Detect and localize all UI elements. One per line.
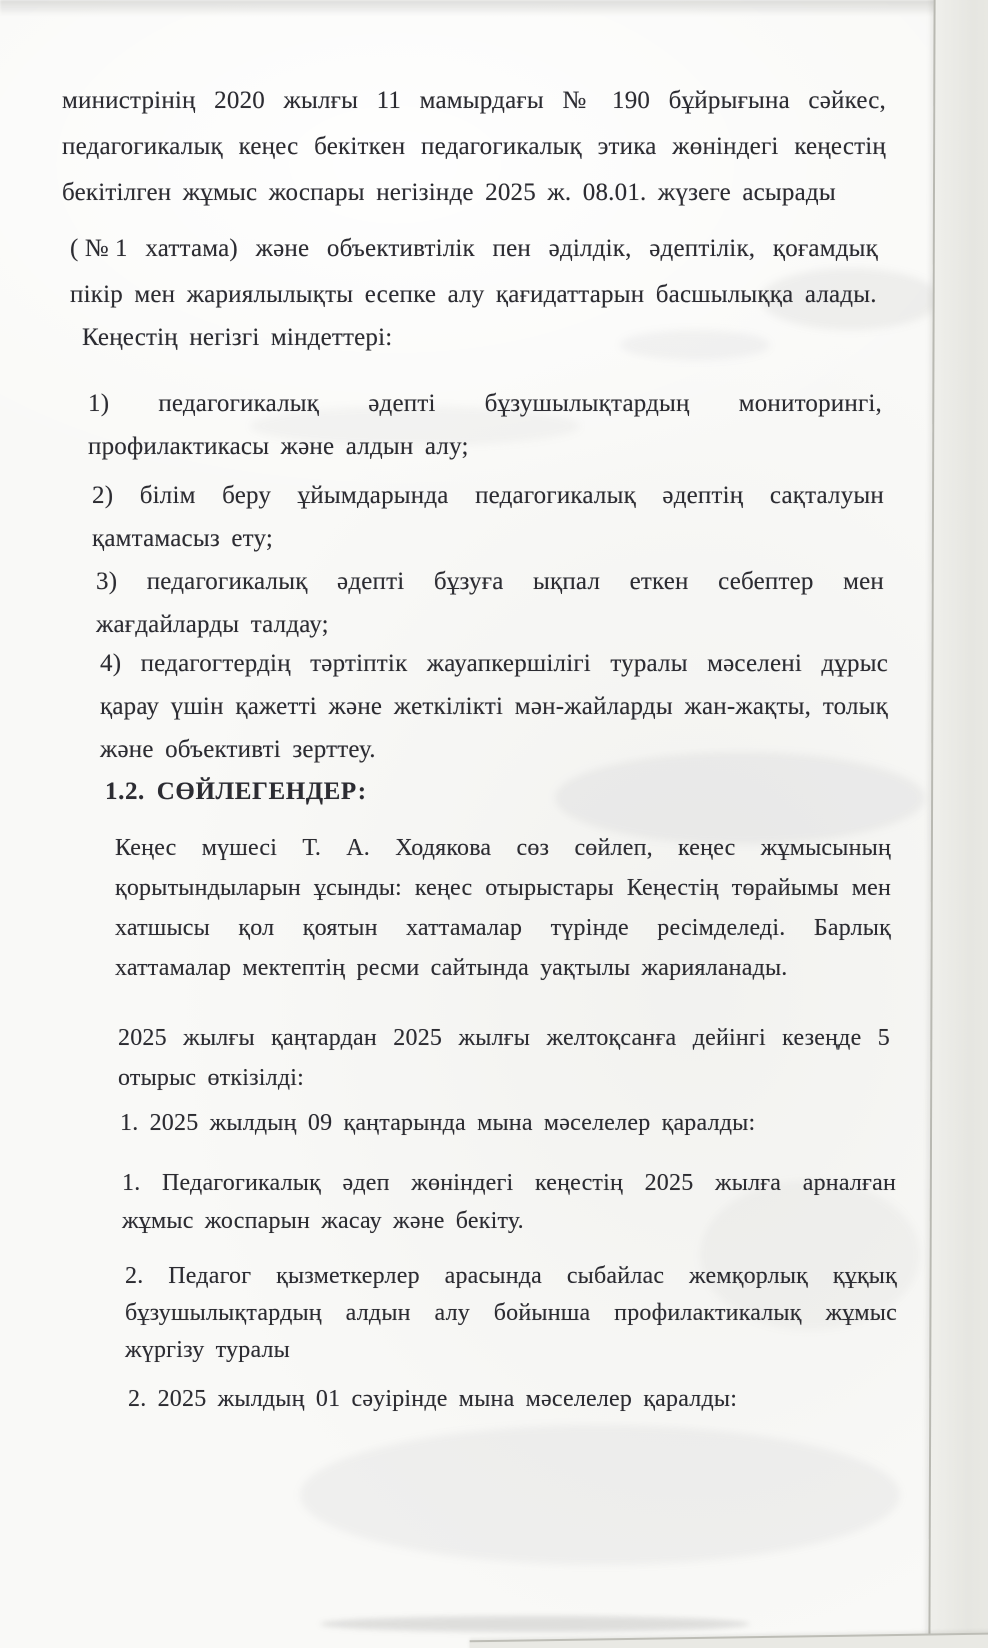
bleed-through-smudge [320, 1616, 750, 1632]
heading-meeting-2: 2. 2025 жылдың 01 сәуірінде мына мәселелер қаралды: [128, 1386, 738, 1412]
paper-edge-bottom [470, 1632, 988, 1648]
paragraph-speaker-khodyakova: Кеңес мүшесі Т. А. Ходякова сөз сөйлеп, кеңес жұмысының қорытындыларын ұсынды: кеңес отырыстары Кеңестің төрайымы мен хатшысы қол қоятын хаттамалар түрінде ресімделеді. Барлық хаттамалар мектептің ресми сайтында уақтылы жарияланады. [115, 835, 891, 981]
list-item-task-3: 3) педагогикалық әдепті бұзуға ықпал еткен себептер мен жағдайларды талдау; [96, 568, 884, 638]
section-heading-speakers: 1.2. СӨЙЛЕГЕНДЕР: [105, 778, 367, 805]
list-item-task-4: 4) педагогтердің тәртіптік жауапкершілігі туралы мәселені дұрыс қарау үшін қажетті және жеткілікті мән-жайларды жан-жақты, толық және объективті зерттеу. [100, 650, 888, 763]
paragraph-ministry-order: министрінің 2020 жылғы 11 мамырдағы № 190 бұйрығына сәйкес, педагогикалық кеңес бекіткен педагогикалық этика жөніндегі кеңестің бекітілген жұмыс жоспары негізінде 2025 ж. 08.01. жүзеге асырады [62, 87, 886, 206]
paragraph-protocol-principles: (№1 хаттама) және объективтілік пен әділдік, әдептілік, қоғамдық пікір мен жариялылықты есепке алу қағидаттарын басшылыққа алады. [70, 235, 878, 308]
list-item-task-1: 1) педагогикалық әдепті бұзушылықтардың мониторингі, профилактикасы және алдын алу; [88, 390, 882, 460]
bleed-through-smudge [300, 1425, 900, 1565]
scanner-shadow-top [0, 0, 988, 16]
heading-meeting-1: 1. 2025 жылдың 09 қаңтарында мына мәселелер қаралды: [120, 1110, 756, 1136]
paragraph-meetings-period: 2025 жылғы қаңтардан 2025 жылғы желтоқсанға дейінгі кезеңде 5 отырыс өткізілді: [118, 1025, 890, 1091]
list-item-meeting1-question-1: 1. Педагогикалық әдеп жөніндегі кеңестің 2025 жылға арналған жұмыс жоспарын жасау және бекіту. [122, 1170, 896, 1234]
paper-edge-right [928, 0, 988, 1648]
list-item-task-2: 2) білім беру ұйымдарында педагогикалық әдептің сақталуын қамтамасыз ету; [92, 482, 884, 552]
list-item-meeting1-question-2: 2. Педагог қызметкерлер арасында сыбайлас жемқорлық құқық бұзушылықтардың алдын алу бойынша профилактикалық жұмыс жүргізу туралы [125, 1263, 897, 1363]
heading-council-tasks: Кеңестің негізгі міндеттері: [82, 324, 393, 351]
